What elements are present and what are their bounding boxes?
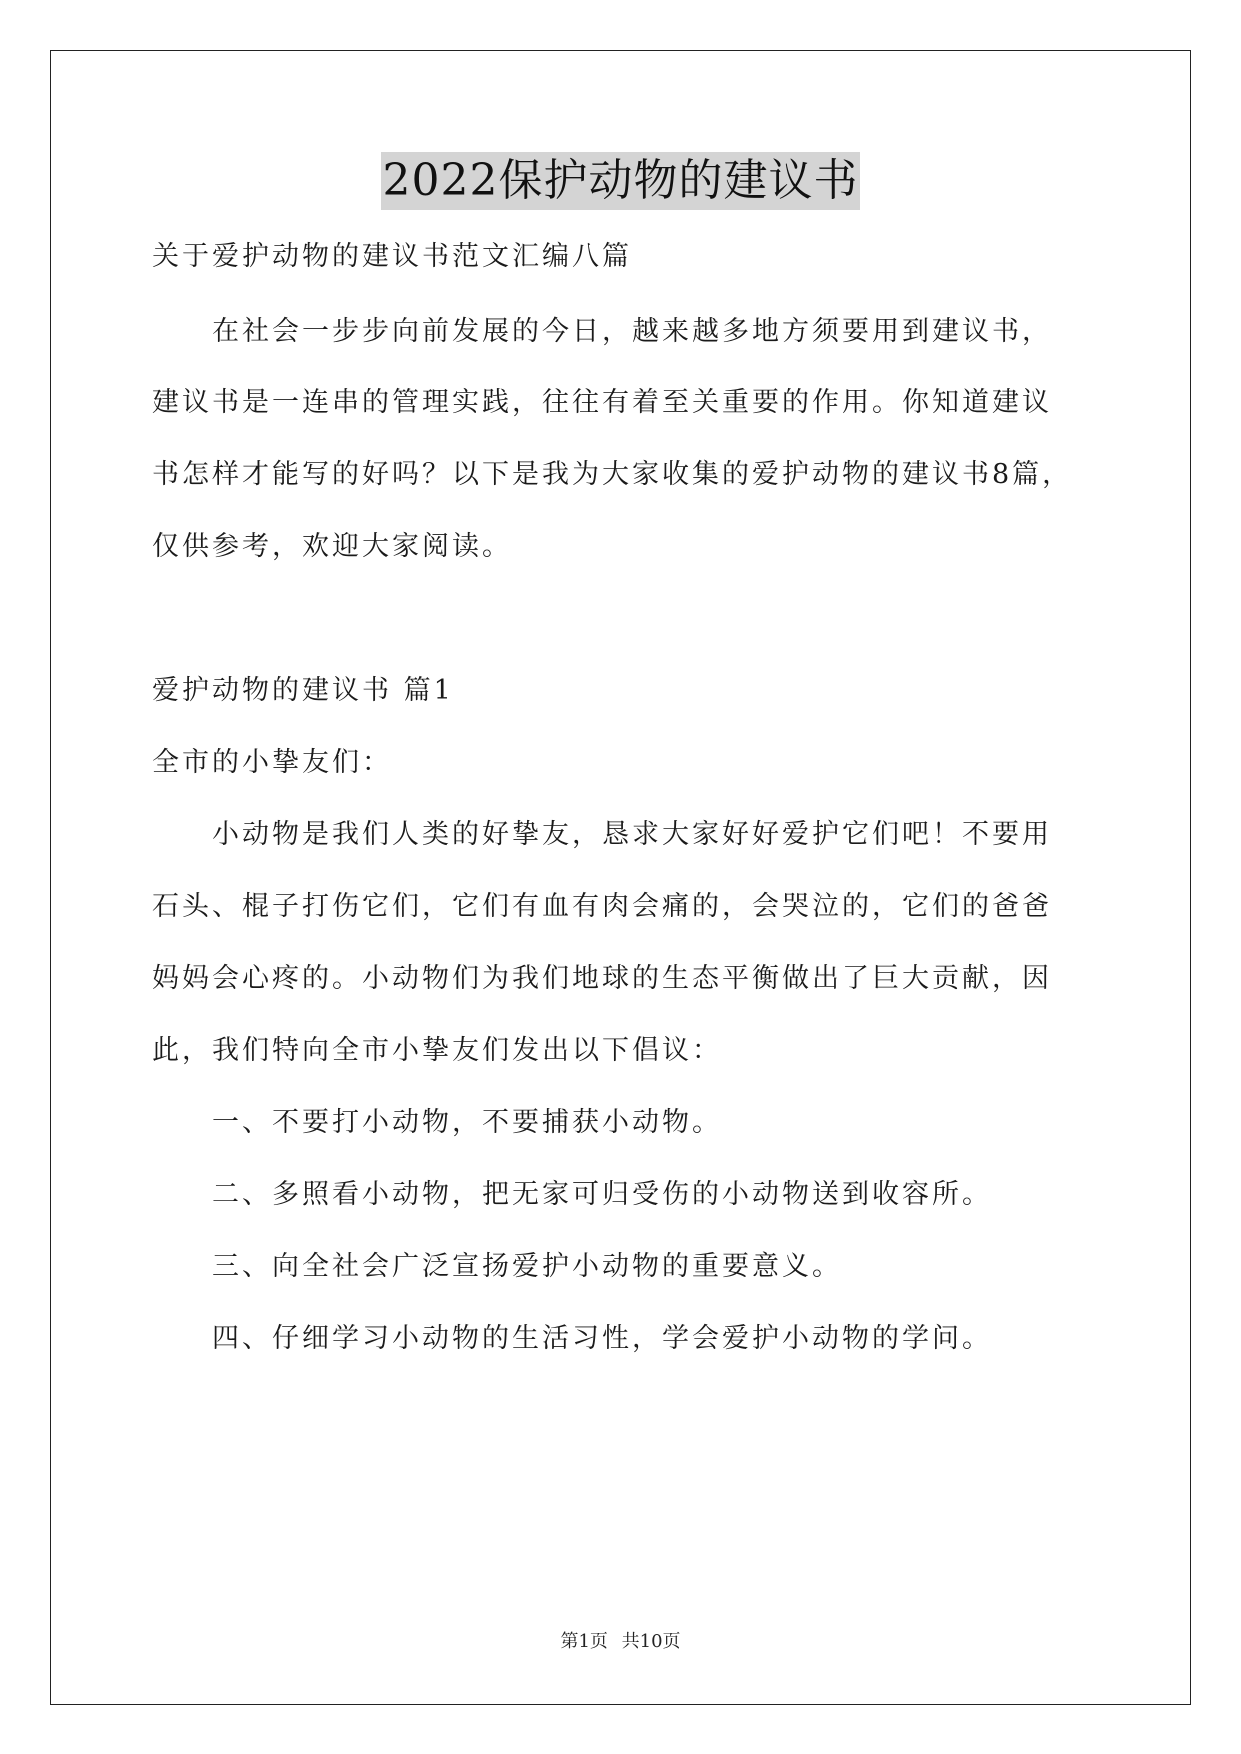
proposal-item: 一、不要打小动物，不要捕获小动物。 bbox=[152, 1107, 722, 1138]
document-title: 2022保护动物的建议书 bbox=[381, 152, 861, 210]
document-subtitle: 关于爱护动物的建议书范文汇编八篇 bbox=[152, 241, 632, 272]
intro-line-1: 在社会一步步向前发展的今日，越来越多地方须要用到建议书， bbox=[152, 316, 1052, 347]
proposal-item: 二、多照看小动物，把无家可归受伤的小动物送到收容所。 bbox=[152, 1179, 992, 1210]
body-line-3: 妈妈会心疼的。小动物们为我们地球的生态平衡做出了巨大贡献，因 bbox=[152, 963, 1052, 994]
page-border bbox=[50, 50, 1191, 1705]
proposal-item: 三、向全社会广泛宣扬爱护小动物的重要意义。 bbox=[152, 1251, 842, 1282]
section-heading: 爱护动物的建议书 篇1 bbox=[152, 675, 454, 706]
salutation: 全市的小挚友们： bbox=[152, 747, 392, 778]
intro-line-3: 书怎样才能写的好吗？以下是我为大家收集的爱护动物的建议书8篇， bbox=[152, 459, 1073, 490]
total-pages: 共10页 bbox=[621, 1631, 681, 1652]
page-number: 第1页 bbox=[560, 1631, 608, 1652]
title-container bbox=[0, 152, 1241, 210]
body-line-1: 小动物是我们人类的好挚友，恳求大家好好爱护它们吧！不要用 bbox=[152, 819, 1052, 850]
body-line-2: 石头、棍子打伤它们，它们有血有肉会痛的，会哭泣的，它们的爸爸 bbox=[152, 891, 1052, 922]
page-footer bbox=[0, 1630, 1241, 1654]
intro-line-4: 仅供参考，欢迎大家阅读。 bbox=[152, 531, 512, 562]
body-line-4: 此，我们特向全市小挚友们发出以下倡议： bbox=[152, 1035, 722, 1066]
proposal-item: 四、仔细学习小动物的生活习性，学会爱护小动物的学问。 bbox=[152, 1323, 992, 1354]
intro-line-2: 建议书是一连串的管理实践，往往有着至关重要的作用。你知道建议 bbox=[152, 387, 1052, 418]
